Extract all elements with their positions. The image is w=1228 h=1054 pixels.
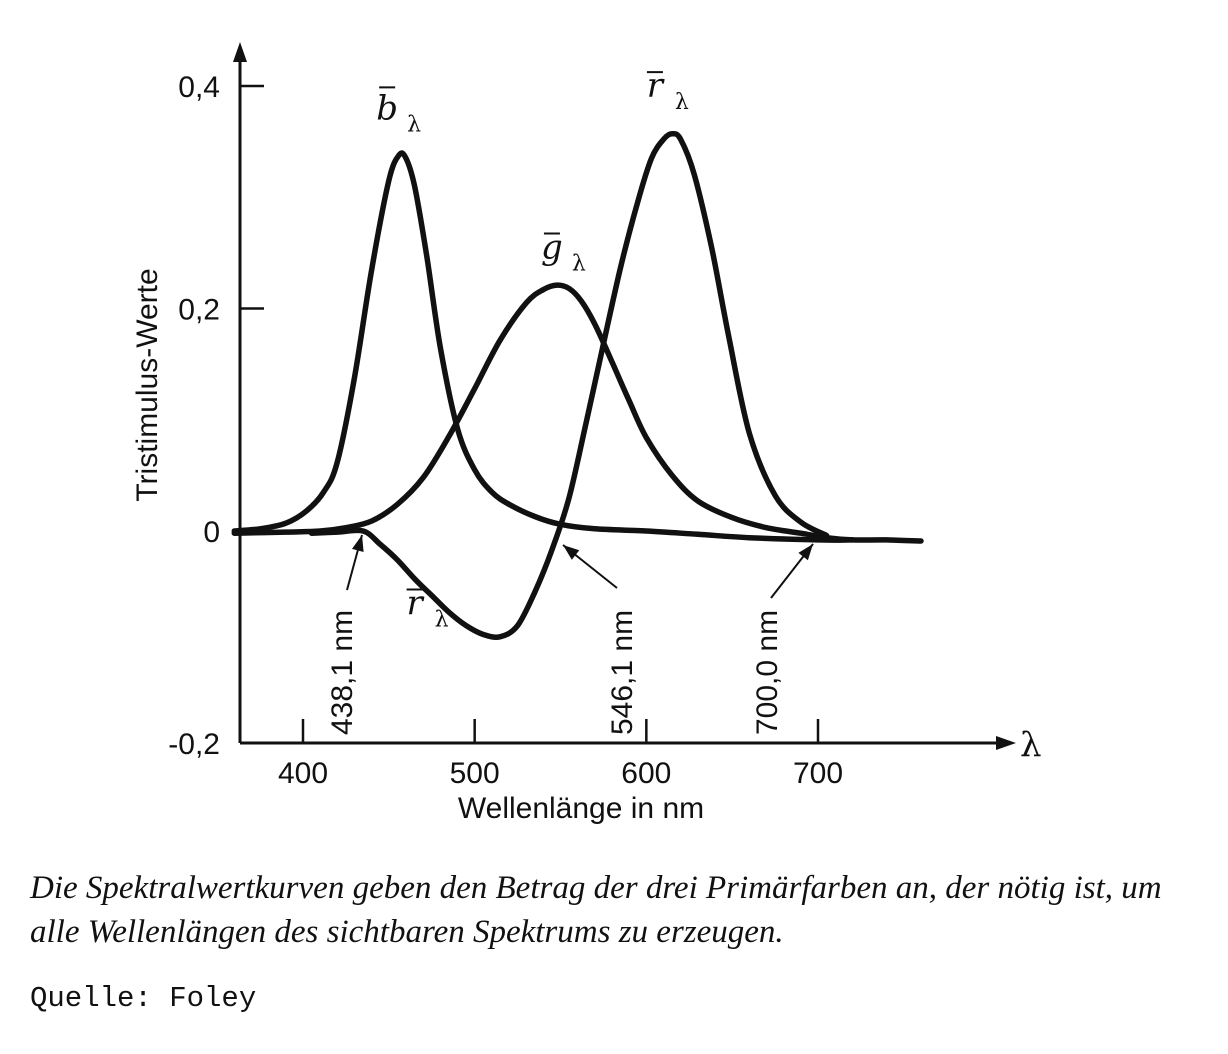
curve-g <box>234 285 921 541</box>
marker-label: 546,1 nm <box>606 609 639 735</box>
y-axis-title: Tristimulus-Werte <box>131 268 164 502</box>
label-r-negative-letter: r <box>406 583 423 624</box>
label-r-negative-subscript: λ <box>434 607 449 633</box>
label-b-letter: b <box>376 88 399 129</box>
axis-ticks <box>168 71 843 790</box>
label-g-subscript: λ <box>571 251 586 277</box>
label-r <box>647 66 689 115</box>
marker-arrow-head <box>798 544 813 560</box>
label-r-subscript: λ <box>674 90 689 116</box>
marker-arrow-head <box>352 535 364 552</box>
x-tick-label: 600 <box>621 757 672 790</box>
marker-arrow-head <box>563 545 579 560</box>
y-tick-label: 0,4 <box>178 71 220 104</box>
figure-caption: Die Spektralwertkurven geben den Betrag der drei Primärfarben an, der nötig ist, um alle Wellenlängen des sichtbaren Spektrums zu erzeugen. <box>30 870 1162 950</box>
x-tick-label: 700 <box>792 757 844 790</box>
marker-2 <box>751 544 813 735</box>
x-tick-label: 500 <box>449 757 500 790</box>
label-g <box>541 227 586 276</box>
curve-labels <box>376 66 689 632</box>
y-tick-label: -0,2 <box>168 728 220 761</box>
marker-label: 438,1 nm <box>326 609 359 735</box>
curve-r <box>312 134 827 638</box>
marker-label: 700,0 nm <box>751 609 784 735</box>
x-axis-title: Wellenlänge in nm <box>457 792 705 825</box>
label-g-letter: g <box>541 227 563 268</box>
y-tick-label: 0,2 <box>178 293 220 327</box>
marker-1 <box>563 545 639 735</box>
label-b <box>376 87 421 137</box>
label-r-letter: r <box>646 66 664 107</box>
y-axis-arrow <box>233 42 247 62</box>
curves <box>234 134 921 638</box>
marker-0 <box>326 535 364 735</box>
x-axis-arrow <box>996 736 1016 750</box>
x-tick-label: 400 <box>277 757 329 790</box>
y-tick-label: 0 <box>203 516 220 549</box>
source-note: Quelle: Foley <box>30 982 257 1015</box>
x-axis-symbol: λ <box>1020 725 1042 765</box>
label-b-subscript: λ <box>407 112 422 138</box>
curve-b <box>234 153 852 540</box>
